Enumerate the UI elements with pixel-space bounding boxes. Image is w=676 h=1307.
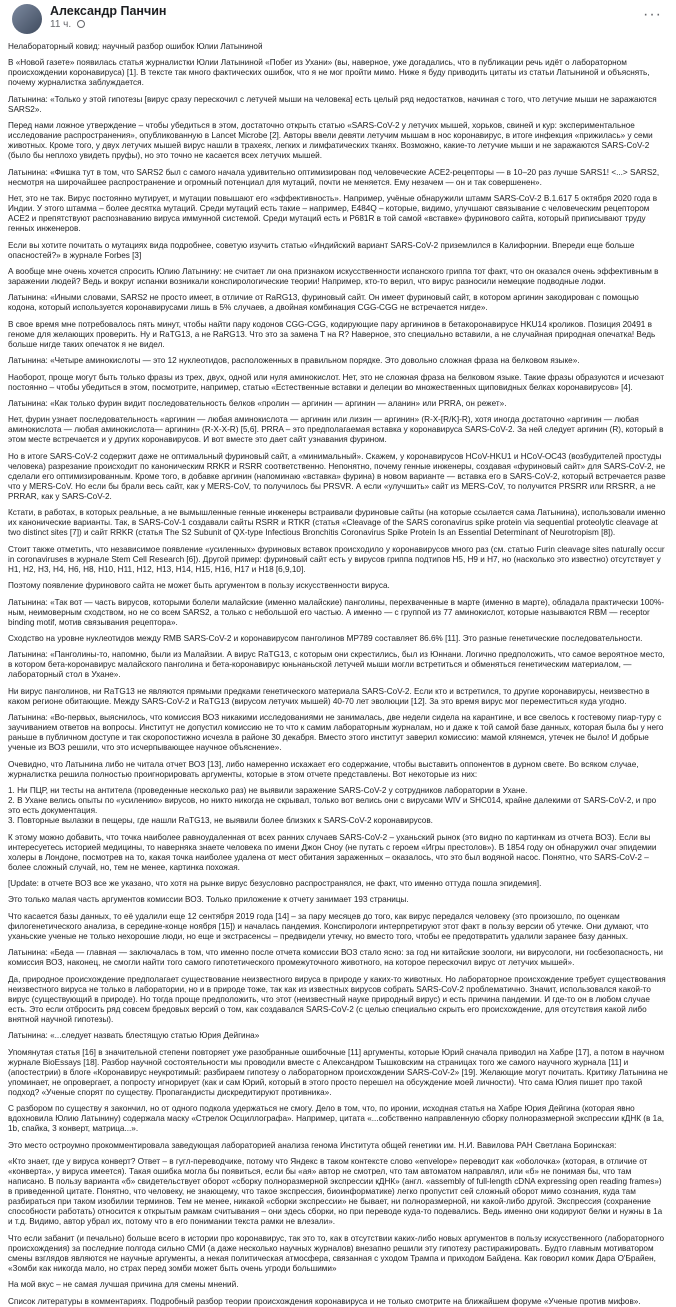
post-paragraph: Сходство на уровне нуклеотидов между RMB SARS-CoV-2 и коронавирусом панголинов MP789 составляет 86.6% [11]. Это разные генетические последовательности. — [8, 633, 643, 643]
post-paragraph: Латынина: «Панголины-то, напомню, были из Малайзии. А вирус RaTG13, с которым они скрестились, был из Юннани. Логично предположить, что самое вероятное место, в котором бета-коронавирус малайского панголина и бета-коронавирус юньнаньской летучей мыши могли встретиться и обменяться генетическим материалом, — лабораторный стол в Ухане». — [8, 650, 665, 680]
post-title: Нелабораторный ковид: научный разбор ошибок Юлии Латыниной — [8, 42, 263, 51]
post-paragraph: Латынина: «Иными словами, SARS2 не просто имеет, в отличие от RaRG13, фуриновый сайт. Он имеет фуриновый сайт, в котором аргинин закодирован с помощью кодона, который используется коронавирусами лишь в 5% случаев, а двойная комбинация CGG-CGG не встречается нигде». — [8, 293, 639, 313]
post-paragraph: К этому можно добавить, что точка наиболее равноудаленная от всех ранних случаев SARS-CoV-2 – уханьский рынок (это видно по картинкам из отчета ВОЗ). Если вы интересуетесь историей медицины, то наверняка знаете человека по имени Джон Сноу (не путать с героем «Игры престолов»). В 1854 году он обнаружил очаг эпидемии холеры в Лондоне, посмотрев на то, какая точка наиболее удалена от мест обитания зараженных – оказалось, что это был водяной насос. Понятно, что SARS-CoV-2 – более сложный случай, но, тем не менее, картинка похожая. — [8, 832, 657, 872]
post-paragraph: Латынина: «Четыре аминокислоты — это 12 нуклеотидов, расположенных в правильном порядке. Это довольно сложная фраза на белковом языке». — [8, 356, 580, 366]
post-time[interactable]: 11 ч. — [50, 19, 72, 30]
post-paragraph: Да, природное происхождение предполагает существование неизвестного вируса в природе у каких-то животных. Но лабораторное происхождение требует существования неизвестного вируса не только в лаборатории, но и в природе тоже, так как из известных вирусов собрать SARS-CoV-2 проблематично. Значит, использовался какой-то вирус (существующий в природе). Но тогда проще предположить, что этот (неизвестный науке природный вирус) и есть причина пандемии. И где-то он в любом случае есть. Это если отбросить ряд совсем бредовых версий о том, как создавался SARS-CoV-2 (с целью специально скрыть его происхождение, для отсутствия какой либо внятной научной гипотезы). — [8, 974, 666, 1024]
post-paragraph: Это место остроумно прокомментировала заведующая лабораторией анализа генома Института общей генетики им. Н.И. Вавилова РАН Светлана Боринская: — [8, 1140, 617, 1150]
post-paragraph: На мой вкус – не самая лучшая причина для смены мнений. — [8, 1280, 239, 1290]
post-paragraph: Очевидно, что Латынина либо не читала отчет ВОЗ [13], либо намеренно искажает его содержание, чтобы выставить оппонентов в дурном свете. Во всяком случае, журналистка решила полностью проигнорировать аргументы, которые в этом отчете представлены. Вот некоторые из них: — [8, 759, 639, 779]
post-paragraph: А вообще мне очень хочется спросить Юлию Латынину: не считает ли она признаком искусственности испанского гриппа тот факт, что он оказался очень эффективным в заражении людей? Ведь и вокруг испанки возникали конспирологические теории! Например, кто-то верил, что вирус разносили немецкие подводные лодки. — [8, 267, 659, 287]
post-paragraph: В свое время мне потребовалось пять минут, чтобы найти пару кодонов CGG-CGG, кодирующие пару аргининов в бетакоронавирусе HKU14 кроликов. Позиция 20491 в геноме для желающих проверить. Ну и RaTG13, а не RaRG13. Что это за замена T на R? Наверное, это специально вставили, а не случайная природная опечатка! Ведь больше нигде таких опечаток я не видел. — [8, 319, 656, 349]
author-name[interactable]: Александр Панчин — [50, 4, 167, 18]
post-paragraph: Нет, это не так. Вирус постоянно мутирует, и мутации повышают его «эффективность». Например, учёные обнаружили штамм SARS-CoV-2 B.1.617 5 октября 2020 года в Индии. У этого штамма – более десятка мутаций. Среди мутаций есть такие – например, E484Q – которые, видимо, улучшают связывание с человеческим рецептором ACE2 и препятствуют распознаванию вируса иммунной системой. Среди мутаций есть и P681R в той самой «вставке» фуринового сайта, который приписывают труду генных инженеров. — [8, 194, 658, 234]
post-paragraph: Поэтому появление фуринового сайта не может быть аргументом в пользу искусственности вируса. — [8, 581, 390, 591]
post-paragraph: Упомянутая статья [16] в значительной степени повторяет уже разобранные ошибочные [11] аргументы, которые Юрий сначала приводил на Хабре [17], а потом в научном журнале BioEssays [18]. Разбор научной состоятельности мы проводили вместе с Александром Тышковским на страницах того же самого научного журнала [11] и (апостестрии) в блоге «Коронавирус неукротимый: разбираем гипотезу о лабораторном происхождении SARS-CoV-2» [19]. Желающие могут почитать. Критику Латынина не упоминает, не опровергает, а попросту игнорирует (как и сам Юрий, который в этого просто перешел на обсуждение моей личности). Что сама Юлия пишет про такой подход? «Ученые спорят по существу. Пропагандисты дискредитируют противника». — [8, 1047, 668, 1097]
post-paragraph: Латынина: «...следует назвать блестящую статью Юрия Дейгина» — [8, 1031, 260, 1041]
more-options-icon[interactable]: ··· — [643, 6, 662, 23]
post-paragraph: Если вы хотите почитать о мутациях вида подробнее, советую изучить статью «Индийский вариант SARS-CoV-2 приземлился в Калифорнии. Впереди еще больше опасностей?» в журнале Forbes [3] — [8, 240, 635, 260]
post-paragraph: Что если забанит (и печально) больше всего в истории про коронавирус, так это то, как в отсутствии каких-либо новых аргументов в пользу искусственного (лабораторного происхождения) за последние полгода сильно СМИ (а даже несколько научных журналов) внезапно решили эту гипотезу растиражировать. Будто главным мотиватором смены взглядов являются не научные аргументы, а некая политическая атмосфера, связанная с уходом Трампа и приходом Байдена. Как говорил комик Дара О'Брайен, «Зомби как никогда мало, но страх перед зомби может быть очень угроди большими» — [8, 1233, 665, 1274]
post-paragraph: С разбором по существу я закончил, но от одного подкола удержаться не смогу. Дело в том, что, по иронии, исходная статья на Хабре Юрия Дейгина (которая явно вдохновила Юлию Латынину) содержала маску «Стрелок Осциллографа». Например, цитата «...собственно направленную сборку полноразмерной экспрессии кДНК (в 1a, 1b, спайка, 3 конверт, матрица...». — [8, 1104, 665, 1134]
post-paragraph: «Кто знает, где у вируса конверт? Ответ – в гугл-переводчике, потому что Яндекс в таком контексте слово «envelope» переводит как «оболочка» (которая, в отличие от «конверта», у вируса имеется). Такая ошибка могла бы появиться, если бы «ая» автор не смотрел, что там автоматом направлял, или «б» не понимая бы, что там написано. В пользу варианта «б» свидетельствует оборот «сборку полноразмерной экспрессии кДНК» (англ. «assembly of full-length cDNA expressing open reading frames») в приведенной цитате. Понятно, что человеку, не знающему, что такое экспрессия, биоинформатике) легко пропустит сей сложный оборот мимо сознания, куда там разбираться при таком изобилии терминов. Тем не менее, никакой «сборки экспрессии» не бывает, ни полноразмерной, ни какой-либо другой. Экспрессия (сохранение способности работать) относится к открытым рамкам считывания – они здесь сборки, но при переводе куда-то подевались. Ведь именно они кодируют белки и нужны в 1а и т.д. Видимо, автор убрал их, потому что в его понимании текста рамки не влезали». — [8, 1156, 663, 1227]
post-paragraph: Латынина: «Фишка тут в том, что SARS2 был с самого начала удивительно оптимизирован под человеческие ACE2-рецепторы — в 10–20 раз лучше SARS1! <...> SARS2, несмотря на широчайшее распространение и огромный потенциал для мутаций, почти не меняется. Ему незачем — он и так совершенен». — [8, 167, 660, 187]
post-paragraph: [Update: в отчете ВОЗ все же указано, что хотя на рынке вирус безусловно распространялся, не факт, что именно оттуда пошла эпидемия]. — [8, 879, 542, 889]
post-body — [8, 42, 668, 1307]
post-header — [8, 0, 668, 32]
post-paragraph: Список литературы в комментариях. Подробный разбор теории происхождения коронавируса и не только смотрите на ближайшем форуме «Ученые против мифов». — [8, 1296, 641, 1306]
post-paragraph: Наоборот, проще могут быть только фразы из трех, двух, одной или нуля аминокислот. Нет, это не сложная фраза на белковом языке. Такие фразы образуются и исчезают постоянно – чтобы убедиться в этом, посмотрите, например, статью «Естественные вставки и делеции во множественных щиповидных белках коронавирусов» [4]. — [8, 372, 665, 392]
author-avatar[interactable] — [12, 4, 42, 34]
post-paragraph: Латынина: «Так вот — часть вирусов, которыми болели малайские (именно малайские) панголины, перехваченные в марте (именно в марте), обладала практически 100%-ным, неимоверным сходством, но не со всем SARS2, а только с небольшой его частью. А именно — с группой из 77 аминокислот, которые называются RBM — receptor binding motif, мотив связывания рецептора». — [8, 597, 664, 627]
post-paragraph: Это только малая часть аргументов комиссии ВОЗ. Только приложение к отчету занимает 193 страницы. — [8, 895, 409, 905]
post-paragraph: Что касается базы данных, то её удалили еще 12 сентября 2019 года [14] – за пару месяцев до того, как вирус передался человеку (это произошло, по оценкам филогенетического анализа, в середине-конце ноября [15]) и началась пандемия. Конспирологи интерпретируют этот факт в пользу версии об утечке. Они думают, что уханьские ученые не только нехорошие люди, но еще и экстрасенсы – предвидели утечку, но вместо того, чтобы ее предотвратить удалили заранее базу данных. — [8, 911, 649, 941]
post-paragraph: Латынина: «Беда — главная — заключалась в том, что именно после отчета комиссии ВОЗ стало ясно: за год ни китайские зоологи, ни вирусологи, ни госбезопасность, ни комиссия ВОЗ, наконец, не смогли найти того самого гипотетического промежуточного животного, на которое перескочил вирус от летучих мышей». — [8, 948, 663, 968]
post-paragraph: 1. Ни ПЦР, ни тесты на антитела (проведенные несколько раз) не выявили заражение SARS-CoV-2 у сотрудников лаборатории в Ухане. 2. В Ухане велись опыты по «усилению» вирусов, но никто никогда не скрывал, только вот велись они с вирусами WIV и SHC014, крайне далекими от SARS-CoV-2, и про это есть документация. 3. Повторные вылазки в пещеры, где нашли RaTG13, не выявили более близких к SARS-CoV-2 коронавирусов. — [8, 786, 657, 826]
post-paragraph: Латынина: «Во-первых, выяснилось, что комиссия ВОЗ никакими исследованиями не занималась, две недели сидела на карантине, и все свелось к гостевому пиар-туру с заучиванием ответов на вопросы. Институт не допустил комиссию не то что к самим лабораторным журналам, но и даже к той самой базе данных, которая была бы у него раньше в публичном доступе и так скоропостижно исчезла в районе 30 декабря. Вместо этого институт заверил комиссию: мамой клянемся, утечек не было! И добрые ученые из ВОЗ решили, что это исчерпывающее научное объяснение». — [8, 713, 664, 753]
post-paragraph: Кстати, в работах, в которых реальные, а не вымышленные генные инженеры встраивали фуриновые сайты (на которые ссылается сама Латынина), использовали именно их канонические варианты. Так, в SARS-CoV-1 создавали сайты RSRR и RTKR (статья «Cleavage of the SARS coronavirus spike protein via sequential proteolytic cleavage at two distinct sites [7]) и сайт RRKR (статья The S2 Subunit of QX-type Infectious Bronchitis Coronavirus Spike Protein Is an Essential Determinant of Neurotropism [8]). — [8, 508, 666, 538]
post-meta — [50, 19, 85, 30]
post-paragraph: Стоит также отметить, что независимое появление «усиленных» фуриновых вставок происходило у коронавирусов много раз (см. статью Furin cleavage sites naturally occur in coronaviruses в журнале Stem Cell Research [6]). Другой пример: фуриновый сайт есть у вирусов гриппа подтипов H5, H9 и H7, но (насколько это известно) отсутствует у H1, H2, H3, H4, H6, H8, H10, H11, H12, H13, H14, H15, H16, H17 и H18 [6,9,10]. — [8, 544, 665, 574]
post-paragraph: Латынина: «Как только фурин видит последовательность белков «пролин — аргинин — аргинин — аланин» или PRRA, он режет». — [8, 398, 507, 408]
post-paragraph: Перед нами ложное утверждение – чтобы убедиться в этом, достаточно открыть статью «SARS-CoV-2 у летучих мышей, хорьков, свиней и кур: экспериментальное исследование распространения», опубликованную в Lancet Microbe [2]. Авторы ввели девяти летучим мышам в нос коронавирус, в итоге инфекция «прижилась» у семи животных. Кроме того, у двух летучих мышей вирус нашли в трахеях, легких и лимфатических тканях. Возможно, какие-то летучие мыши и не заражаются SARS-CoV-2 (было бы неплохо увидеть пруфы), но это точно не касается всех летучих мышей. — [8, 121, 653, 161]
post-paragraph: Ни вирус панголинов, ни RaTG13 не являются прямыми предками генетического материала SARS-CoV-2. Если кто и встретился, то другие коронавирусы, неизвестно в каком регионе обитающие. Между SARS-CoV-2 и RaTG13 (вирусом летучих мышей) 40-70 лет эволюции [12]. За это время вирус мог переместиться куда угодно. — [8, 686, 650, 706]
post-paragraph: Нет, фурин узнает последовательность «аргинин — любая аминокислота — аргинин или лизин — аргинин» (R-X-[R/K]-R), хотя иногда достаточно «аргинин — любая аминокислота — любая аминокислота— аргинин» (R-X-X-R) [5,6]. PRRA – это предполагаемая вставка у коронавируса SARS-CoV-2. За ней следует аргинин (R), который в этом месте встречается и у других коронавирусов. И вот вместе это дает сайт узнавания фурином. — [8, 415, 664, 445]
post-paragraph: Латынина: «Только у этой гипотезы [вирус сразу перескочил с летучей мыши на человека] есть целый ряд недостатков, начиная с того, что летучие мыши не заражаются SARS2». — [8, 94, 657, 114]
globe-icon — [77, 20, 85, 28]
post-paragraphs — [8, 58, 668, 1306]
post-paragraph: Но в итоге SARS-CoV-2 содержит даже не оптимальный фуриновый сайт, а «минимальный». Скажем, у коронавирусов HCoV-HKU1 и HCoV-OC43 (возбудителей простуды человека) разрезание происходит по каноническим RRKR и RSRR соответственно. Непонятно, почему генные инженеры, создавая «фуриновый сайт» для SARS-CoV-2, не сделали его оптимизированным. Кроме того, в добавке аргинин (напоминаю «вставка» фурина) в новом варианте — вставка его в SARS-CoV-2, который встречается разве что у MERS-CoV. Но если бы брали весь сайт, как у MERS-CoV, то получилось бы PRSVR. А если «улучшить» сайт из MERS-CoV, то получится PRSRR или RRSRR, а не PRRAR, как у SARS-CoV-2. — [8, 451, 666, 501]
post-paragraph: В «Новой газете» появилась статья журналистки Юлии Латыниной «Побег из Ухани» (вы, наверное, уже догадались, что в публикации речь идёт о лабораторном происхождении коронавируса) [1]. В тексте так много фактических ошибок, что я не мог пройти мимо. Ниже я буду приводить цитаты из статьи Латыниной и объяснять, почему журналистка заблуждается. — [8, 58, 650, 88]
